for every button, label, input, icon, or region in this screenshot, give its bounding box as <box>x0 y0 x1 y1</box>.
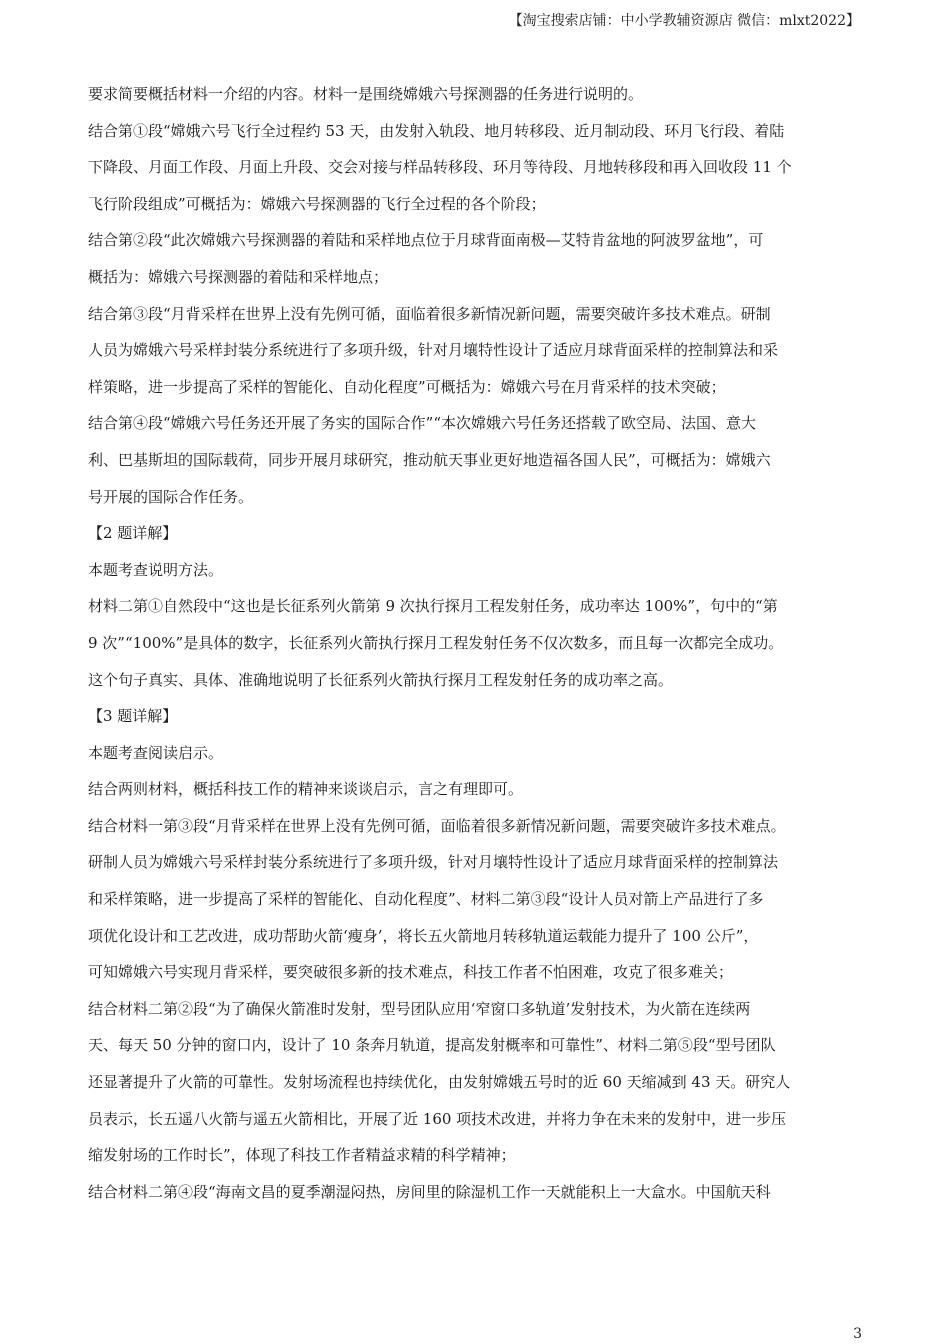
text-line: 号开展的国际合作任务。 <box>88 487 254 506</box>
text-line: 结合材料二第②段“为了确保火箭准时发射，型号团队应用‘窄窗口多轨道’发射技术，为火箭在连续两 <box>88 999 751 1018</box>
text-line: 天、每天 50 分钟的窗口内，设计了 10 条奔月轨道，提高发射概率和可靠性”、材料二第⑤段“型号团队 <box>88 1036 776 1055</box>
text-line: 可知嫦娥六号实现月背采样，要突破很多新的技术难点，科技工作者不怕困难，攻克了很多难关； <box>88 963 734 982</box>
text-line: 结合第①段“嫦娥六号飞行全过程约 53 天，由发射入轨段、地月转移段、近月制动段、环月飞行段、着陆 <box>88 121 785 140</box>
text-line: 本题考查阅读启示。 <box>88 743 224 762</box>
text-line: 下降段、月面工作段、月面上升段、交会对接与样品转移段、环月等待段、月地转移段和再入回收段 11 个 <box>88 158 792 177</box>
text-line: 结合两则材料，概括科技工作的精神来谈谈启示，言之有理即可。 <box>88 780 524 799</box>
text-line: 利、巴基斯坦的国际载荷，同步开展月球研究，推动航天事业更好地造福各国人民”，可概括为：嫦娥六 <box>88 450 771 469</box>
text-line: 项优化设计和工艺改进，成功帮助火箭‘瘦身’，将长五火箭地月转移轨道运载能力提升了 100 公斤”， <box>88 926 759 945</box>
section-heading: 【3 题详解】 <box>88 707 178 726</box>
text-line: 这个句子真实、具体、准确地说明了长征系列火箭执行探月工程发射任务的成功率之高。 <box>88 670 674 689</box>
text-line: 概括为：嫦娥六号探测器的着陆和采样地点； <box>88 267 389 286</box>
text-line: 缩发射场的工作时长”，体现了科技工作者精益求精的科学精神； <box>88 1146 516 1165</box>
text-line: 结合材料二第④段“海南文昌的夏季潮湿闷热，房间里的除湿机工作一天就能积上一大盒水。中国航天科 <box>88 1182 771 1201</box>
text-line: 材料二第①自然段中“这也是长征系列火箭第 9 次执行探月工程发射任务，成功率达 100%”，句中的“第 <box>88 597 778 616</box>
page-number: 3 <box>853 1326 862 1342</box>
document-body <box>88 76 864 1210</box>
header-note: 【淘宝搜索店铺：中小学教辅资源店 微信：mlxt2022】 <box>508 13 860 29</box>
section-heading: 【2 题详解】 <box>88 524 178 543</box>
text-line: 结合材料一第③段“月背采样在世界上没有先例可循，面临着很多新情况新问题，需要突破许多技术难点。 <box>88 816 786 835</box>
text-line: 样策略，进一步提高了采样的智能化、自动化程度”可概括为：嫦娥六号在月背采样的技术突破； <box>88 377 726 396</box>
text-line: 结合第④段“嫦娥六号任务还开展了务实的国际合作”“本次嫦娥六号任务还搭载了欧空局、法国、意大 <box>88 414 757 433</box>
text-line: 结合第③段“月背采样在世界上没有先例可循，面临着很多新情况新问题，需要突破许多技术难点。研制 <box>88 304 771 323</box>
text-line: 本题考查说明方法。 <box>88 560 224 579</box>
text-line: 要求简要概括材料一介绍的内容。材料一是围绕嫦娥六号探测器的任务进行说明的。 <box>88 85 644 103</box>
text-line: 结合第②段“此次嫦娥六号探测器的着陆和采样地点位于月球背面南极—艾特肯盆地的阿波罗盆地”，可 <box>88 231 764 250</box>
text-line: 和采样策略，进一步提高了采样的智能化、自动化程度”、材料二第③段“设计人员对箭上产品进行了多 <box>88 890 764 909</box>
text-line: 人员为嫦娥六号采样封装分系统进行了多项升级，针对月壤特性设计了适应月球背面采样的控制算法和采 <box>88 341 779 360</box>
text-line: 研制人员为嫦娥六号采样封装分系统进行了多项升级，针对月壤特性设计了适应月球背面采样的控制算法 <box>88 853 779 872</box>
text-line: 飞行阶段组成”可概括为：嫦娥六号探测器的飞行全过程的各个阶段； <box>88 194 546 213</box>
text-line: 员表示，长五遥八火箭与遥五火箭相比，开展了近 160 项技术改进，并将力争在未来的发射中，进一步压 <box>88 1109 787 1128</box>
text-line: 还显著提升了火箭的可靠性。发射场流程也持续优化，由发射嫦娥五号时的近 60 天缩减到 43 天。研究人 <box>88 1073 791 1092</box>
text-line: 9 次”“100%”是具体的数字，长征系列火箭执行探月工程发射任务不仅次数多，而且每一次都完全成功。 <box>88 633 784 652</box>
